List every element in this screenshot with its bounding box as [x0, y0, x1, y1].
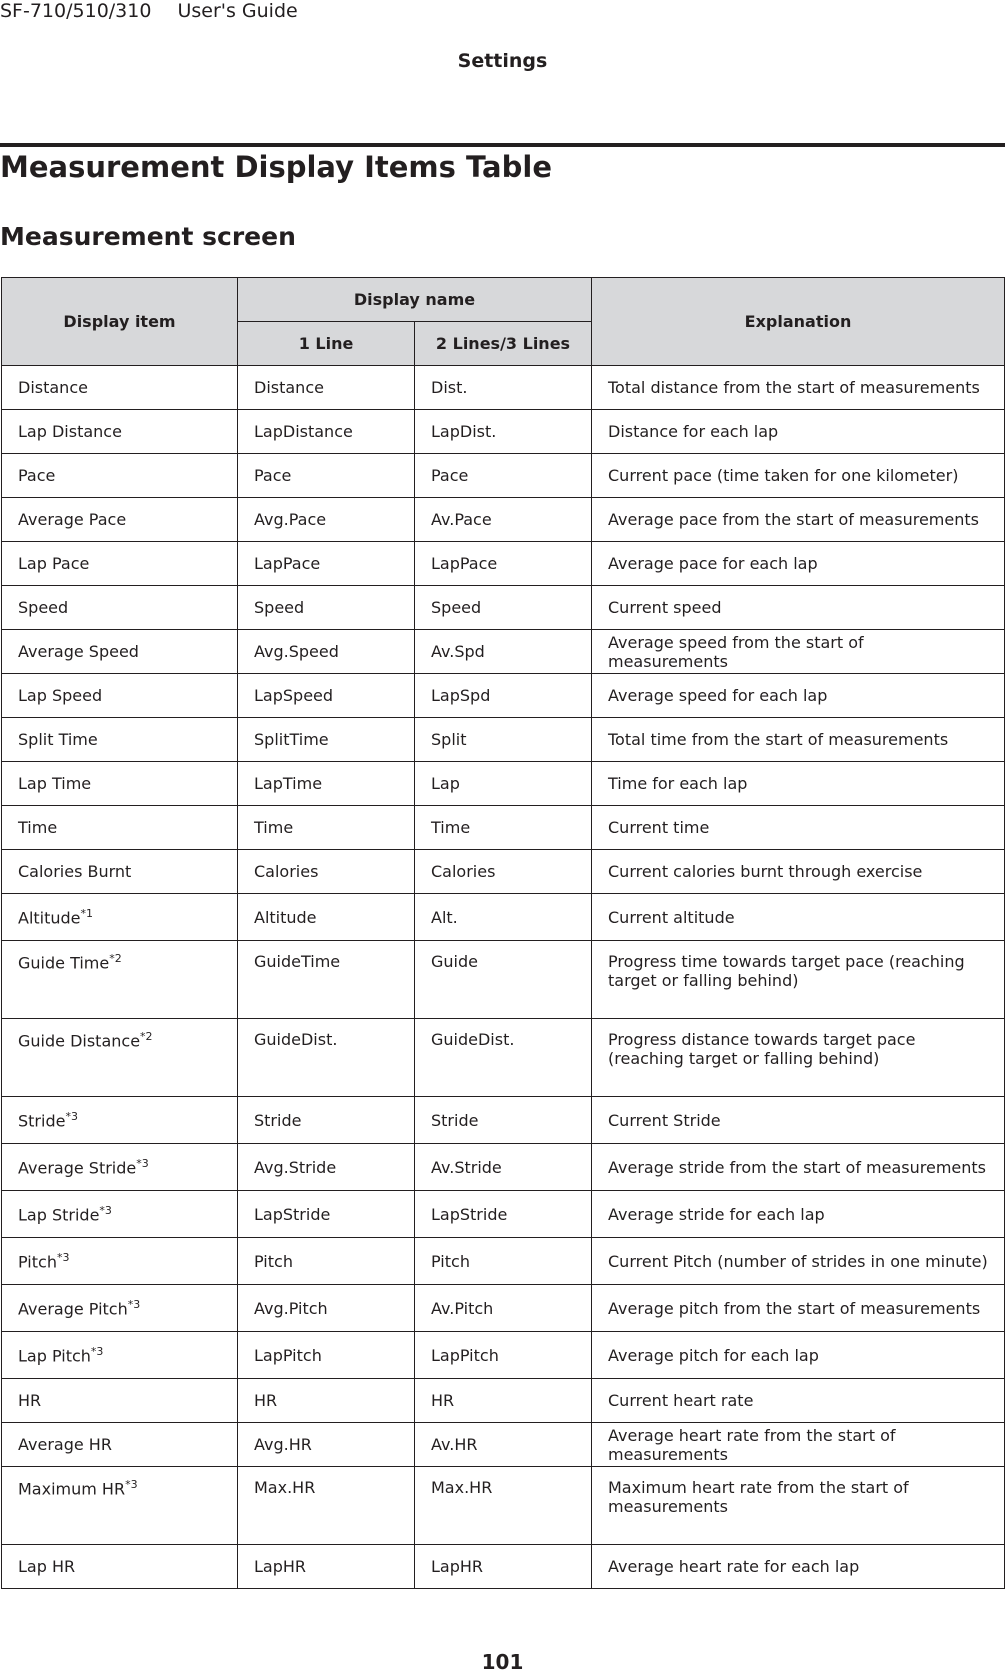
explanation-cell: Current speed: [592, 586, 1005, 630]
explanation-cell: Average heart rate from the start of measurements: [592, 1423, 1005, 1467]
explanation-cell: Current altitude: [592, 894, 1005, 941]
header-display-name: Display name: [238, 278, 592, 322]
footnote-marker: *3: [99, 1203, 112, 1217]
table-row: [2, 1379, 1005, 1423]
table-row: [2, 674, 1005, 718]
one-line-name-cell: Time: [238, 806, 415, 850]
one-line-name-cell: Avg.Speed: [238, 630, 415, 674]
explanation-cell: Maximum heart rate from the start of measurements: [592, 1467, 1005, 1545]
table-row: [2, 542, 1005, 586]
explanation-cell: Average stride from the start of measurements: [592, 1144, 1005, 1191]
footnote-marker: *2: [109, 952, 122, 965]
header-one-line: 1 Line: [238, 322, 415, 366]
one-line-name-cell: SplitTime: [238, 718, 415, 762]
two-three-lines-name-cell: Av.HR: [415, 1423, 592, 1467]
display-item-label: Average Pace: [18, 510, 127, 529]
one-line-name-cell: Distance: [238, 366, 415, 410]
explanation-cell: Current time: [592, 806, 1005, 850]
footnote-marker: *3: [56, 1250, 70, 1264]
two-three-lines-name-cell: Av.Spd: [415, 630, 592, 674]
running-header: [0, 0, 298, 22]
section-subtitle: Measurement screen: [0, 222, 296, 251]
two-three-lines-name-cell: LapPace: [415, 542, 592, 586]
display-item-cell: [2, 674, 238, 718]
display-item-cell: [2, 1285, 238, 1332]
display-item-cell: [2, 762, 238, 806]
display-item-label: Altitude: [18, 908, 81, 928]
one-line-name-cell: Calories: [238, 850, 415, 894]
table-row: [2, 1191, 1005, 1238]
one-line-name-cell: LapHR: [238, 1545, 415, 1589]
display-item-cell: [2, 498, 238, 542]
display-item-cell: [2, 850, 238, 894]
explanation-cell: Total time from the start of measurements: [592, 718, 1005, 762]
display-item-cell: [2, 806, 238, 850]
one-line-name-cell: Avg.Stride: [238, 1144, 415, 1191]
two-three-lines-name-cell: HR: [415, 1379, 592, 1423]
display-item-label: Stride: [18, 1111, 66, 1131]
one-line-name-cell: LapTime: [238, 762, 415, 806]
one-line-name-cell: Avg.Pace: [238, 498, 415, 542]
display-item-label: Lap Pitch: [18, 1346, 91, 1366]
two-three-lines-name-cell: GuideDist.: [415, 1019, 592, 1097]
one-line-name-cell: LapPitch: [238, 1332, 415, 1379]
display-item-label: Average Pitch: [18, 1299, 128, 1319]
table-row: [2, 941, 1005, 1019]
footnote-marker: *3: [125, 1478, 138, 1491]
two-three-lines-name-cell: Lap: [415, 762, 592, 806]
display-item-cell: [2, 1097, 238, 1144]
table-row: [2, 1019, 1005, 1097]
two-three-lines-name-cell: LapPitch: [415, 1332, 592, 1379]
table-body: [2, 366, 1005, 1589]
explanation-cell: Average stride for each lap: [592, 1191, 1005, 1238]
table-row: [2, 718, 1005, 762]
display-item-label: Lap HR: [18, 1557, 76, 1576]
two-three-lines-name-cell: Guide: [415, 941, 592, 1019]
guide-name: User's Guide: [177, 0, 298, 22]
header-two-three-lines: 2 Lines/3 Lines: [415, 322, 592, 366]
explanation-cell: Progress distance towards target pace (reaching target or falling behind): [592, 1019, 1005, 1097]
two-three-lines-name-cell: Calories: [415, 850, 592, 894]
table-row: [2, 1545, 1005, 1589]
header-display-item: Display item: [2, 278, 238, 366]
display-item-cell: [2, 542, 238, 586]
table-row: [2, 806, 1005, 850]
display-item-cell: [2, 1238, 238, 1285]
display-item-cell: [2, 454, 238, 498]
two-three-lines-name-cell: Max.HR: [415, 1467, 592, 1545]
explanation-cell: Time for each lap: [592, 762, 1005, 806]
display-item-label: Lap Speed: [18, 686, 103, 705]
display-item-label: Speed: [18, 598, 69, 617]
table-row: [2, 366, 1005, 410]
table-row: [2, 1423, 1005, 1467]
table-row: [2, 410, 1005, 454]
display-item-label: Average Stride: [18, 1158, 137, 1178]
footnote-marker: *3: [90, 1344, 104, 1358]
display-item-label: Lap Distance: [18, 422, 122, 441]
explanation-cell: Average pace from the start of measurements: [592, 498, 1005, 542]
two-three-lines-name-cell: Pace: [415, 454, 592, 498]
one-line-name-cell: LapPace: [238, 542, 415, 586]
display-item-label: Time: [18, 818, 58, 837]
explanation-cell: Current heart rate: [592, 1379, 1005, 1423]
one-line-name-cell: GuideDist.: [238, 1019, 415, 1097]
two-three-lines-name-cell: LapStride: [415, 1191, 592, 1238]
explanation-cell: Average speed for each lap: [592, 674, 1005, 718]
display-item-label: Calories Burnt: [18, 862, 132, 881]
display-item-cell: [2, 1379, 238, 1423]
display-items-table: [1, 277, 1005, 1589]
display-item-label: Pitch: [18, 1252, 57, 1272]
two-three-lines-name-cell: Av.Stride: [415, 1144, 592, 1191]
display-item-label: Pace: [18, 466, 56, 485]
one-line-name-cell: Altitude: [238, 894, 415, 941]
display-item-label: Maximum HR: [18, 1479, 126, 1499]
footnote-marker: *3: [136, 1156, 149, 1170]
display-item-cell: [2, 630, 238, 674]
footnote-marker: *3: [65, 1109, 78, 1123]
two-three-lines-name-cell: Split: [415, 718, 592, 762]
table-row: [2, 1238, 1005, 1285]
table-row: [2, 1097, 1005, 1144]
explanation-cell: Total distance from the start of measurements: [592, 366, 1005, 410]
explanation-cell: Current Stride: [592, 1097, 1005, 1144]
display-item-cell: [2, 410, 238, 454]
two-three-lines-name-cell: Time: [415, 806, 592, 850]
display-item-label: Guide Distance: [18, 1031, 141, 1051]
explanation-cell: Current Pitch (number of strides in one minute): [592, 1238, 1005, 1285]
display-item-label: Guide Time: [18, 953, 110, 973]
one-line-name-cell: GuideTime: [238, 941, 415, 1019]
table-row: [2, 1144, 1005, 1191]
display-item-label: Lap Stride: [18, 1205, 100, 1225]
explanation-cell: Progress time towards target pace (reaching target or falling behind): [592, 941, 1005, 1019]
two-three-lines-name-cell: Av.Pace: [415, 498, 592, 542]
one-line-name-cell: Avg.HR: [238, 1423, 415, 1467]
table-row: [2, 630, 1005, 674]
one-line-name-cell: LapDistance: [238, 410, 415, 454]
two-three-lines-name-cell: Pitch: [415, 1238, 592, 1285]
two-three-lines-name-cell: Alt.: [415, 894, 592, 941]
display-item-cell: [2, 1019, 238, 1097]
explanation-cell: Current calories burnt through exercise: [592, 850, 1005, 894]
one-line-name-cell: HR: [238, 1379, 415, 1423]
explanation-cell: Average speed from the start of measurements: [592, 630, 1005, 674]
footnote-marker: *2: [140, 1030, 153, 1043]
display-item-cell: [2, 586, 238, 630]
explanation-cell: Distance for each lap: [592, 410, 1005, 454]
one-line-name-cell: Pace: [238, 454, 415, 498]
table-row: [2, 894, 1005, 941]
table-row: [2, 498, 1005, 542]
display-item-label: Average HR: [18, 1435, 112, 1454]
table-row: [2, 1332, 1005, 1379]
footnote-marker: *3: [127, 1297, 141, 1311]
one-line-name-cell: Max.HR: [238, 1467, 415, 1545]
model-name: SF-710/510/310: [0, 0, 152, 22]
two-three-lines-name-cell: LapDist.: [415, 410, 592, 454]
table-row: [2, 850, 1005, 894]
page-title: Measurement Display Items Table: [0, 150, 552, 184]
explanation-cell: Average pace for each lap: [592, 542, 1005, 586]
explanation-cell: Average pitch from the start of measurements: [592, 1285, 1005, 1332]
display-item-cell: [2, 718, 238, 762]
display-item-cell: [2, 894, 238, 941]
explanation-cell: Current pace (time taken for one kilometer): [592, 454, 1005, 498]
display-item-cell: [2, 366, 238, 410]
one-line-name-cell: Avg.Pitch: [238, 1285, 415, 1332]
header-explanation: Explanation: [592, 278, 1005, 366]
two-three-lines-name-cell: Speed: [415, 586, 592, 630]
display-item-cell: [2, 1423, 238, 1467]
two-three-lines-name-cell: Av.Pitch: [415, 1285, 592, 1332]
display-item-cell: [2, 941, 238, 1019]
display-item-label: Distance: [18, 378, 88, 397]
display-item-cell: [2, 1545, 238, 1589]
display-item-cell: [2, 1191, 238, 1238]
section-name: Settings: [457, 50, 548, 72]
one-line-name-cell: Speed: [238, 586, 415, 630]
display-item-label: Lap Pace: [18, 554, 90, 573]
one-line-name-cell: LapStride: [238, 1191, 415, 1238]
explanation-cell: Average heart rate for each lap: [592, 1545, 1005, 1589]
two-three-lines-name-cell: LapHR: [415, 1545, 592, 1589]
one-line-name-cell: Stride: [238, 1097, 415, 1144]
display-item-cell: [2, 1144, 238, 1191]
table-row: [2, 1285, 1005, 1332]
table-row: [2, 454, 1005, 498]
one-line-name-cell: Pitch: [238, 1238, 415, 1285]
two-three-lines-name-cell: LapSpd: [415, 674, 592, 718]
one-line-name-cell: LapSpeed: [238, 674, 415, 718]
display-item-label: Average Speed: [18, 642, 139, 661]
display-item-label: Split Time: [18, 730, 98, 749]
title-rule: [0, 143, 1005, 147]
display-item-cell: [2, 1467, 238, 1545]
explanation-cell: Average pitch for each lap: [592, 1332, 1005, 1379]
display-item-label: HR: [18, 1391, 42, 1410]
page-number: 101: [481, 1650, 524, 1674]
two-three-lines-name-cell: Dist.: [415, 366, 592, 410]
footnote-marker: *1: [80, 906, 94, 920]
display-item-cell: [2, 1332, 238, 1379]
display-item-label: Lap Time: [18, 774, 92, 793]
table-row: [2, 586, 1005, 630]
table-row: [2, 1467, 1005, 1545]
two-three-lines-name-cell: Stride: [415, 1097, 592, 1144]
table-row: [2, 762, 1005, 806]
